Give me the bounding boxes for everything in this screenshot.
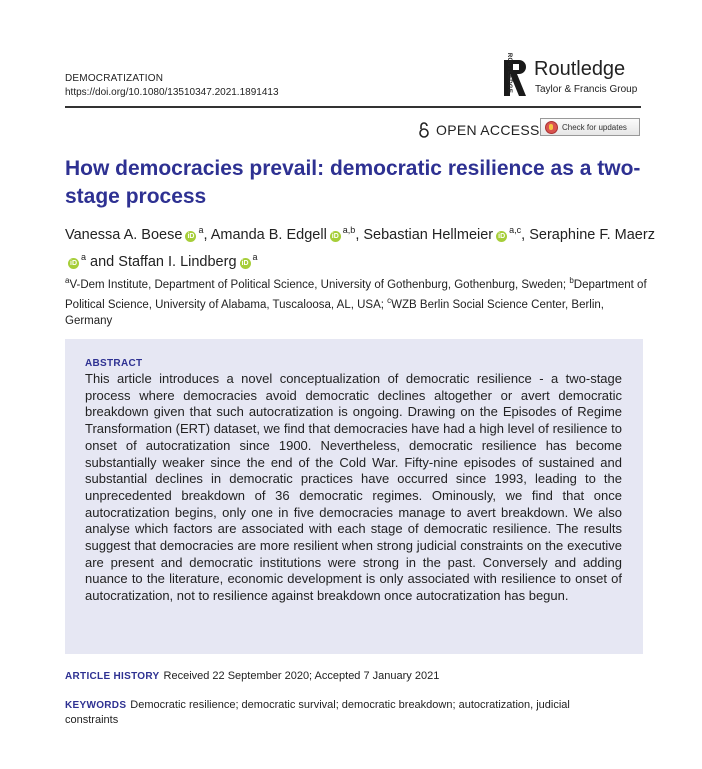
abstract-box — [65, 339, 643, 654]
header-divider — [65, 106, 641, 108]
affil-sup: a — [65, 276, 70, 285]
orcid-icon[interactable]: iD — [187, 233, 195, 240]
open-lock-icon — [418, 122, 430, 138]
author-affil-sup: a — [198, 225, 204, 235]
orcid-icon[interactable]: iD — [498, 233, 506, 240]
open-access-label: OPEN ACCESS — [436, 122, 540, 138]
publisher-name: Routledge — [534, 58, 626, 80]
article-title: How democracies prevail: democratic resilience as a two-stage process — [65, 157, 641, 208]
author-name[interactable]: Vanessa A. Boese — [65, 227, 183, 243]
author-name[interactable]: Amanda B. Edgell — [210, 227, 327, 243]
affiliations — [65, 273, 650, 329]
author-affil-sup: a — [81, 252, 87, 262]
affil-text: Department of Political Science, University of Alabama, Tuscaloosa, AL, USA; — [65, 279, 647, 311]
author-name[interactable]: Seraphine F. Maerz — [529, 227, 655, 243]
check-updates-label: Check for updates — [562, 122, 627, 132]
history-label: ARTICLE HISTORY — [65, 671, 160, 682]
keywords — [65, 698, 625, 728]
publisher-logo — [497, 52, 647, 100]
affil-text: WZB Berlin Social Science Center, Berlin, Germany — [65, 299, 605, 327]
open-access-badge — [418, 122, 540, 138]
author-affil-sup: a,b — [342, 225, 356, 235]
crossmark-icon — [545, 121, 558, 134]
journal-header — [65, 72, 279, 100]
author-affil-sup: a — [252, 252, 258, 262]
abstract-text: This article introduces a novel conceptualization of democratic resilience - a two-stage process where democracies avoid democratic declines altogether or avert democratic breakdown given that such autocratization is ongoing. Drawing on the Episodes of Regime Transformation (ERT) dataset, we find that democracies have had a high level of resilience to onset of autocratization since 1900. Nevertheless, democratic resilience has become substantially weaker since the end of the Cold War. Fifty-nine episodes of sustained and substantial declines in democratic practices have occurred since 1993, leading to the unprecedented breakdown of 36 democratic regimes. Ominously, we find that once autocratization begins, only one in five democracies manage to avert breakdown. We also analyse which factors are associated with each stage of democratic resilience. The results suggest that democracies are more resilient when strong judicial constraints on the executive are present and democratic institutions were strong in the past. Conversely and adding nuance to the literature, economic development is only associated with resilience to onset of autocratization, not to resilience against breakdown once autocratization has begun. — [85, 371, 622, 604]
affil-sup: c — [387, 296, 392, 305]
check-updates-button[interactable] — [540, 118, 640, 136]
publisher-group: Taylor & Francis Group — [535, 84, 638, 95]
abstract-heading: ABSTRACT — [85, 358, 143, 369]
author-affil-sup: a,c — [509, 225, 522, 235]
publisher-vertical-text: ROUTLEDGE — [506, 52, 513, 94]
orcid-icon[interactable]: iD — [241, 260, 249, 267]
journal-name: DEMOCRATIZATION — [65, 73, 164, 84]
affil-text: V-Dem Institute, Department of Political Science, University of Gothenburg, Gothenburg, Sweden; — [69, 279, 567, 291]
author-list: Vanessa A. Boese $iD^a$, Amanda B. Edgell iD$^{a,b}$, Sebastian Hellmeier iD$^{a,c}$, Seraphine F. MaerziD$^a$ and Staffan I. Lindberg $iD^a$ — [65, 225, 655, 270]
orcid-icon[interactable]: iD — [70, 260, 77, 267]
keywords-text: Democratic resilience; democratic survival; democratic breakdown; autocratization, judicial constraints — [65, 699, 570, 726]
history-text: Received 22 September 2020; Accepted 7 January 2021 — [163, 670, 440, 682]
affil-sup: b — [569, 276, 574, 285]
author-name[interactable]: Sebastian Hellmeier — [363, 227, 494, 243]
article-history — [65, 670, 439, 682]
author-connector: and — [90, 254, 115, 270]
doi-link[interactable]: https://doi.org/10.1080/13510347.2021.1891413 — [65, 87, 279, 98]
author-name[interactable]: Staffan I. Lindberg — [118, 254, 237, 270]
keywords-label: KEYWORDS — [65, 700, 127, 711]
orcid-icon[interactable]: iD — [331, 233, 339, 240]
